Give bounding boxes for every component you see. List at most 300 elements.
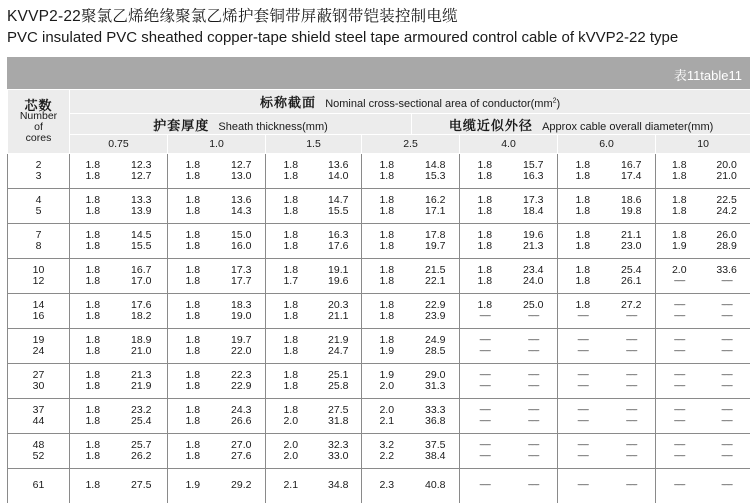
sheath-cell <box>460 329 510 364</box>
cell-value: 17.3 <box>218 265 266 276</box>
table-row <box>8 224 750 259</box>
cell-value: 1.7 <box>266 276 316 287</box>
sheath-cell <box>362 224 412 259</box>
cell-value: 1.8 <box>362 265 412 276</box>
diameter-cell <box>703 189 750 224</box>
cores-cell <box>8 224 70 259</box>
cores-cell <box>8 294 70 329</box>
cell-value: 13.0 <box>218 171 266 182</box>
cell-value: 21.9 <box>116 381 168 392</box>
cell-value: -------- <box>608 370 656 381</box>
cell-value: 19.7 <box>218 335 266 346</box>
cell-value: 17.8 <box>412 230 460 241</box>
size-header: 10 <box>656 135 750 154</box>
diameter-cell <box>218 434 266 469</box>
cell-value: -------- <box>558 311 608 322</box>
diameter-cell <box>412 399 460 434</box>
cell-value: -------- <box>703 440 750 451</box>
cell-value: 1.8 <box>362 335 412 346</box>
cell-value: -------- <box>703 451 750 462</box>
cell-value: 28.9 <box>703 241 750 252</box>
cell-value: 1.8 <box>656 195 703 206</box>
cores-cell <box>8 434 70 469</box>
cell-value: 24.7 <box>316 346 362 357</box>
sheath-cell <box>558 224 608 259</box>
cell-value: 29.2 <box>218 480 266 491</box>
sheath-cell <box>266 434 316 469</box>
cell-value: -------- <box>460 480 510 491</box>
diameter-cell <box>412 294 460 329</box>
cell-value: 1.8 <box>168 171 218 182</box>
cell-value: 2.2 <box>362 451 412 462</box>
cores-header-en3: cores <box>8 133 69 144</box>
cell-value: 27.0 <box>218 440 266 451</box>
cell-value: 1.8 <box>558 160 608 171</box>
sheath-cell <box>558 259 608 294</box>
sheath-cell <box>460 399 510 434</box>
diameter-cell <box>510 259 558 294</box>
cell-value: 2.3 <box>362 480 412 491</box>
cell-value: 26.0 <box>703 230 750 241</box>
diameter-cell <box>116 364 168 399</box>
diameter-cell <box>703 434 750 469</box>
cell-value: 1.8 <box>460 241 510 252</box>
diameter-cell <box>608 399 656 434</box>
cell-value: -------- <box>510 416 558 427</box>
cell-value: -------- <box>703 370 750 381</box>
sheath-cell <box>558 189 608 224</box>
size-header: 4.0 <box>460 135 558 154</box>
cell-value: 37 <box>8 405 69 416</box>
diameter-cell <box>116 399 168 434</box>
cell-value: -------- <box>558 416 608 427</box>
cell-value: 1.8 <box>362 311 412 322</box>
sheath-cell <box>266 364 316 399</box>
diameter-cell <box>703 224 750 259</box>
cell-value: 14.0 <box>316 171 362 182</box>
cell-value: 1.8 <box>558 241 608 252</box>
cell-value: 26.6 <box>218 416 266 427</box>
cell-value: 14.3 <box>218 206 266 217</box>
cell-value: 24.3 <box>218 405 266 416</box>
sheath-cell <box>558 154 608 189</box>
size-header: 2.5 <box>362 135 460 154</box>
sheath-cell <box>168 469 218 503</box>
cell-value: 1.8 <box>460 160 510 171</box>
sheath-thickness-header <box>70 114 412 135</box>
sheath-cell <box>266 469 316 503</box>
diameter-cell <box>316 399 362 434</box>
sheath-cell <box>168 329 218 364</box>
cell-value: 5 <box>8 206 69 217</box>
table-row <box>8 189 750 224</box>
cores-cell <box>8 189 70 224</box>
cell-value: 14.7 <box>316 195 362 206</box>
diameter-cell <box>316 259 362 294</box>
cell-value: 48 <box>8 440 69 451</box>
cell-value: 15.3 <box>412 171 460 182</box>
diameter-cell <box>116 154 168 189</box>
diameter-cell <box>218 154 266 189</box>
sheath-cell <box>70 294 116 329</box>
size-header: 6.0 <box>558 135 656 154</box>
diameter-cell <box>412 469 460 503</box>
diameter-cell <box>218 189 266 224</box>
sheath-cell <box>168 294 218 329</box>
cell-value: 1.8 <box>70 451 116 462</box>
diameter-cell <box>316 154 362 189</box>
cell-value: 15.7 <box>510 160 558 171</box>
cell-value: -------- <box>703 405 750 416</box>
sheath-cell <box>266 189 316 224</box>
sheath-cell <box>656 259 703 294</box>
cell-value: 1.8 <box>362 300 412 311</box>
size-header: 0.75 <box>70 135 168 154</box>
sheath-cell <box>656 364 703 399</box>
cell-value: 22.1 <box>412 276 460 287</box>
sheath-cell <box>70 399 116 434</box>
sheath-cell <box>558 294 608 329</box>
cell-value: 32.3 <box>316 440 362 451</box>
cell-value: -------- <box>608 480 656 491</box>
cable-spec-table <box>7 89 750 503</box>
cell-value: 37.5 <box>412 440 460 451</box>
cell-value: -------- <box>656 300 703 311</box>
sheath-cell <box>656 399 703 434</box>
cores-cell <box>8 364 70 399</box>
diameter-cell <box>510 399 558 434</box>
sheath-cell <box>460 364 510 399</box>
cell-value: 8 <box>8 241 69 252</box>
sheath-cell <box>70 364 116 399</box>
cell-value: -------- <box>558 480 608 491</box>
sheath-cell <box>362 294 412 329</box>
cell-value: 1.8 <box>558 171 608 182</box>
cell-value: 19.0 <box>218 311 266 322</box>
cell-value: 16.2 <box>412 195 460 206</box>
overall-diameter-en: Approx cable overall diameter(mm) <box>542 121 713 133</box>
cell-value: 17.1 <box>412 206 460 217</box>
diameter-cell <box>608 224 656 259</box>
table-row <box>8 364 750 399</box>
diameter-cell <box>608 189 656 224</box>
cell-value: 1.8 <box>70 440 116 451</box>
diameter-cell <box>510 154 558 189</box>
cell-value: -------- <box>510 440 558 451</box>
sheath-cell <box>362 364 412 399</box>
sheath-cell <box>656 189 703 224</box>
cell-value: 1.8 <box>558 206 608 217</box>
cell-value: 1.8 <box>656 160 703 171</box>
cell-value: 1.8 <box>266 335 316 346</box>
diameter-cell <box>608 469 656 503</box>
cell-value: -------- <box>558 405 608 416</box>
diameter-cell <box>412 364 460 399</box>
table-body <box>8 154 750 503</box>
sheath-cell <box>168 224 218 259</box>
diameter-cell <box>510 469 558 503</box>
cell-value: 1.9 <box>168 480 218 491</box>
cell-value: 17.3 <box>510 195 558 206</box>
cell-value: 1.8 <box>266 370 316 381</box>
cell-value: 14.5 <box>116 230 168 241</box>
cell-value: -------- <box>608 405 656 416</box>
cell-value: -------- <box>510 451 558 462</box>
cell-value: 17.6 <box>116 300 168 311</box>
diameter-cell <box>510 329 558 364</box>
cell-value: -------- <box>703 276 750 287</box>
overall-diameter-header <box>412 114 750 135</box>
diameter-cell <box>218 224 266 259</box>
cell-value: 1.8 <box>460 265 510 276</box>
cores-cell <box>8 329 70 364</box>
cell-value: -------- <box>510 311 558 322</box>
diameter-cell <box>116 189 168 224</box>
diameter-cell <box>116 329 168 364</box>
cores-cell <box>8 154 70 189</box>
cell-value: -------- <box>703 311 750 322</box>
diameter-cell <box>316 294 362 329</box>
cell-value: 1.8 <box>362 276 412 287</box>
diameter-cell <box>218 329 266 364</box>
diameter-cell <box>608 329 656 364</box>
cell-value: 1.8 <box>362 206 412 217</box>
table-row <box>8 434 750 469</box>
cell-value: -------- <box>656 480 703 491</box>
cell-value: 13.3 <box>116 195 168 206</box>
sheath-cell <box>70 189 116 224</box>
cell-value: 52 <box>8 451 69 462</box>
cell-value: 31.8 <box>316 416 362 427</box>
cell-value: 12.7 <box>116 171 168 182</box>
sheath-cell <box>460 294 510 329</box>
cell-value: 25.4 <box>116 416 168 427</box>
cell-value: 33.6 <box>703 265 750 276</box>
cell-value: 21.0 <box>116 346 168 357</box>
cell-value: 12.7 <box>218 160 266 171</box>
diameter-cell <box>218 399 266 434</box>
cell-value: 21.1 <box>316 311 362 322</box>
cell-value: 24 <box>8 346 69 357</box>
cell-value: 25.0 <box>510 300 558 311</box>
cell-value: -------- <box>656 440 703 451</box>
cell-value: 24.9 <box>412 335 460 346</box>
cell-value: 1.8 <box>168 276 218 287</box>
cell-value: 21.9 <box>316 335 362 346</box>
cell-value: 1.8 <box>266 195 316 206</box>
cell-value: 1.8 <box>558 230 608 241</box>
cell-value: -------- <box>608 335 656 346</box>
cell-value: -------- <box>656 346 703 357</box>
sheath-cell <box>558 329 608 364</box>
cell-value: -------- <box>656 416 703 427</box>
cell-value: 25.8 <box>316 381 362 392</box>
cell-value: 19.6 <box>510 230 558 241</box>
cell-value: 38.4 <box>412 451 460 462</box>
table-number: 表11table11 <box>674 65 742 84</box>
cell-value: -------- <box>656 335 703 346</box>
cell-value: -------- <box>558 381 608 392</box>
cell-value: 15.5 <box>116 241 168 252</box>
cell-value: 1.8 <box>168 440 218 451</box>
cell-value: 27 <box>8 370 69 381</box>
cell-value: 1.8 <box>460 276 510 287</box>
diameter-cell <box>412 434 460 469</box>
sheath-cell <box>656 469 703 503</box>
nominal-area-sup: 2 <box>553 97 557 104</box>
cell-value: 1.8 <box>168 370 218 381</box>
cell-value: 1.8 <box>362 195 412 206</box>
nominal-area-en: Nominal cross-sectional area of conductor(mm <box>325 98 552 110</box>
cell-value: 14.8 <box>412 160 460 171</box>
cell-value: -------- <box>608 311 656 322</box>
cell-value: 1.8 <box>70 265 116 276</box>
cell-value: -------- <box>460 416 510 427</box>
diameter-cell <box>116 259 168 294</box>
diameter-cell <box>412 224 460 259</box>
cell-value: 44 <box>8 416 69 427</box>
cell-value: -------- <box>703 381 750 392</box>
diameter-cell <box>116 224 168 259</box>
cell-value: -------- <box>703 346 750 357</box>
diameter-cell <box>510 224 558 259</box>
sheath-cell <box>70 259 116 294</box>
sheath-cell <box>558 434 608 469</box>
cell-value: 22.9 <box>412 300 460 311</box>
cell-value: 1.9 <box>656 241 703 252</box>
cell-value: 2.0 <box>656 265 703 276</box>
sheath-cell <box>656 294 703 329</box>
sheath-cell <box>362 329 412 364</box>
cell-value: 16.7 <box>116 265 168 276</box>
cell-value: 22.3 <box>218 370 266 381</box>
cell-value: 1.8 <box>460 300 510 311</box>
cell-value: 17.6 <box>316 241 362 252</box>
cell-value: 4 <box>8 195 69 206</box>
sheath-cell <box>70 469 116 503</box>
sheath-cell <box>558 469 608 503</box>
cell-value: 1.8 <box>70 230 116 241</box>
cell-value: -------- <box>608 440 656 451</box>
sheath-cell <box>266 399 316 434</box>
cell-value: -------- <box>510 346 558 357</box>
cell-value: 15.5 <box>316 206 362 217</box>
cell-value: -------- <box>656 405 703 416</box>
cell-value: 1.8 <box>70 241 116 252</box>
diameter-cell <box>510 364 558 399</box>
cell-value: 1.8 <box>70 195 116 206</box>
cell-value: 3.2 <box>362 440 412 451</box>
cell-value: 33.3 <box>412 405 460 416</box>
diameter-cell <box>316 469 362 503</box>
table-row <box>8 399 750 434</box>
sheath-cell <box>168 399 218 434</box>
cell-value: 1.8 <box>266 405 316 416</box>
cell-value: 27.5 <box>116 480 168 491</box>
diameter-cell <box>218 469 266 503</box>
diameter-cell <box>218 364 266 399</box>
cell-value: 22.5 <box>703 195 750 206</box>
cell-value: 36.8 <box>412 416 460 427</box>
cell-value: -------- <box>510 480 558 491</box>
cell-value: 1.8 <box>70 346 116 357</box>
diameter-cell <box>116 294 168 329</box>
cell-value: 18.6 <box>608 195 656 206</box>
cell-value: 21.3 <box>510 241 558 252</box>
cell-value: 1.8 <box>362 230 412 241</box>
cell-value: -------- <box>703 416 750 427</box>
cell-value: 1.8 <box>168 160 218 171</box>
cell-value: -------- <box>460 346 510 357</box>
diameter-cell <box>316 189 362 224</box>
cell-value: 13.9 <box>116 206 168 217</box>
cell-value: 16.0 <box>218 241 266 252</box>
sheath-cell <box>168 189 218 224</box>
diameter-cell <box>703 329 750 364</box>
diameter-cell <box>412 189 460 224</box>
cell-value: 1.8 <box>460 171 510 182</box>
diameter-cell <box>703 469 750 503</box>
cell-value: 10 <box>8 265 69 276</box>
sheath-cell <box>266 224 316 259</box>
diameter-cell <box>412 329 460 364</box>
cell-value: 2.0 <box>362 405 412 416</box>
diameter-cell <box>116 434 168 469</box>
sheath-cell <box>460 259 510 294</box>
cell-value: 2 <box>8 160 69 171</box>
cell-value: 1.8 <box>168 195 218 206</box>
cell-value: -------- <box>608 381 656 392</box>
sheath-thickness-cn: 护套厚度 <box>153 118 209 133</box>
cell-value: -------- <box>558 451 608 462</box>
cell-value: 1.8 <box>70 480 116 491</box>
cell-value: -------- <box>703 335 750 346</box>
sheath-cell <box>460 434 510 469</box>
sheath-cell <box>362 434 412 469</box>
diameter-cell <box>510 434 558 469</box>
cell-value: 1.8 <box>460 206 510 217</box>
cell-value: 1.8 <box>70 160 116 171</box>
cell-value: -------- <box>460 405 510 416</box>
diameter-cell <box>703 294 750 329</box>
cell-value: -------- <box>703 300 750 311</box>
sheath-thickness-en: Sheath thickness(mm) <box>218 121 327 133</box>
table-row <box>8 259 750 294</box>
diameter-cell <box>703 154 750 189</box>
page-title-chinese: KVVP2-22聚氯乙烯绝缘聚氯乙烯护套铜带屏蔽钢带铠装控制电缆 <box>7 4 458 26</box>
sheath-cell <box>70 434 116 469</box>
size-header: 1.5 <box>266 135 362 154</box>
cell-value: -------- <box>558 370 608 381</box>
cell-value: 31.3 <box>412 381 460 392</box>
table-row <box>8 294 750 329</box>
diameter-cell <box>316 329 362 364</box>
cell-value: 17.4 <box>608 171 656 182</box>
diameter-cell <box>703 399 750 434</box>
cell-value: 2.0 <box>266 416 316 427</box>
cell-value: 1.8 <box>70 311 116 322</box>
cell-value: 3 <box>8 171 69 182</box>
cores-cell <box>8 399 70 434</box>
sheath-cell <box>656 154 703 189</box>
cell-value: 16.3 <box>510 171 558 182</box>
cores-cell <box>8 469 70 503</box>
cell-value: 29.0 <box>412 370 460 381</box>
cell-value: 1.8 <box>70 370 116 381</box>
cores-header-en2: of <box>8 122 69 133</box>
cell-value: -------- <box>608 416 656 427</box>
cores-header <box>8 90 70 154</box>
